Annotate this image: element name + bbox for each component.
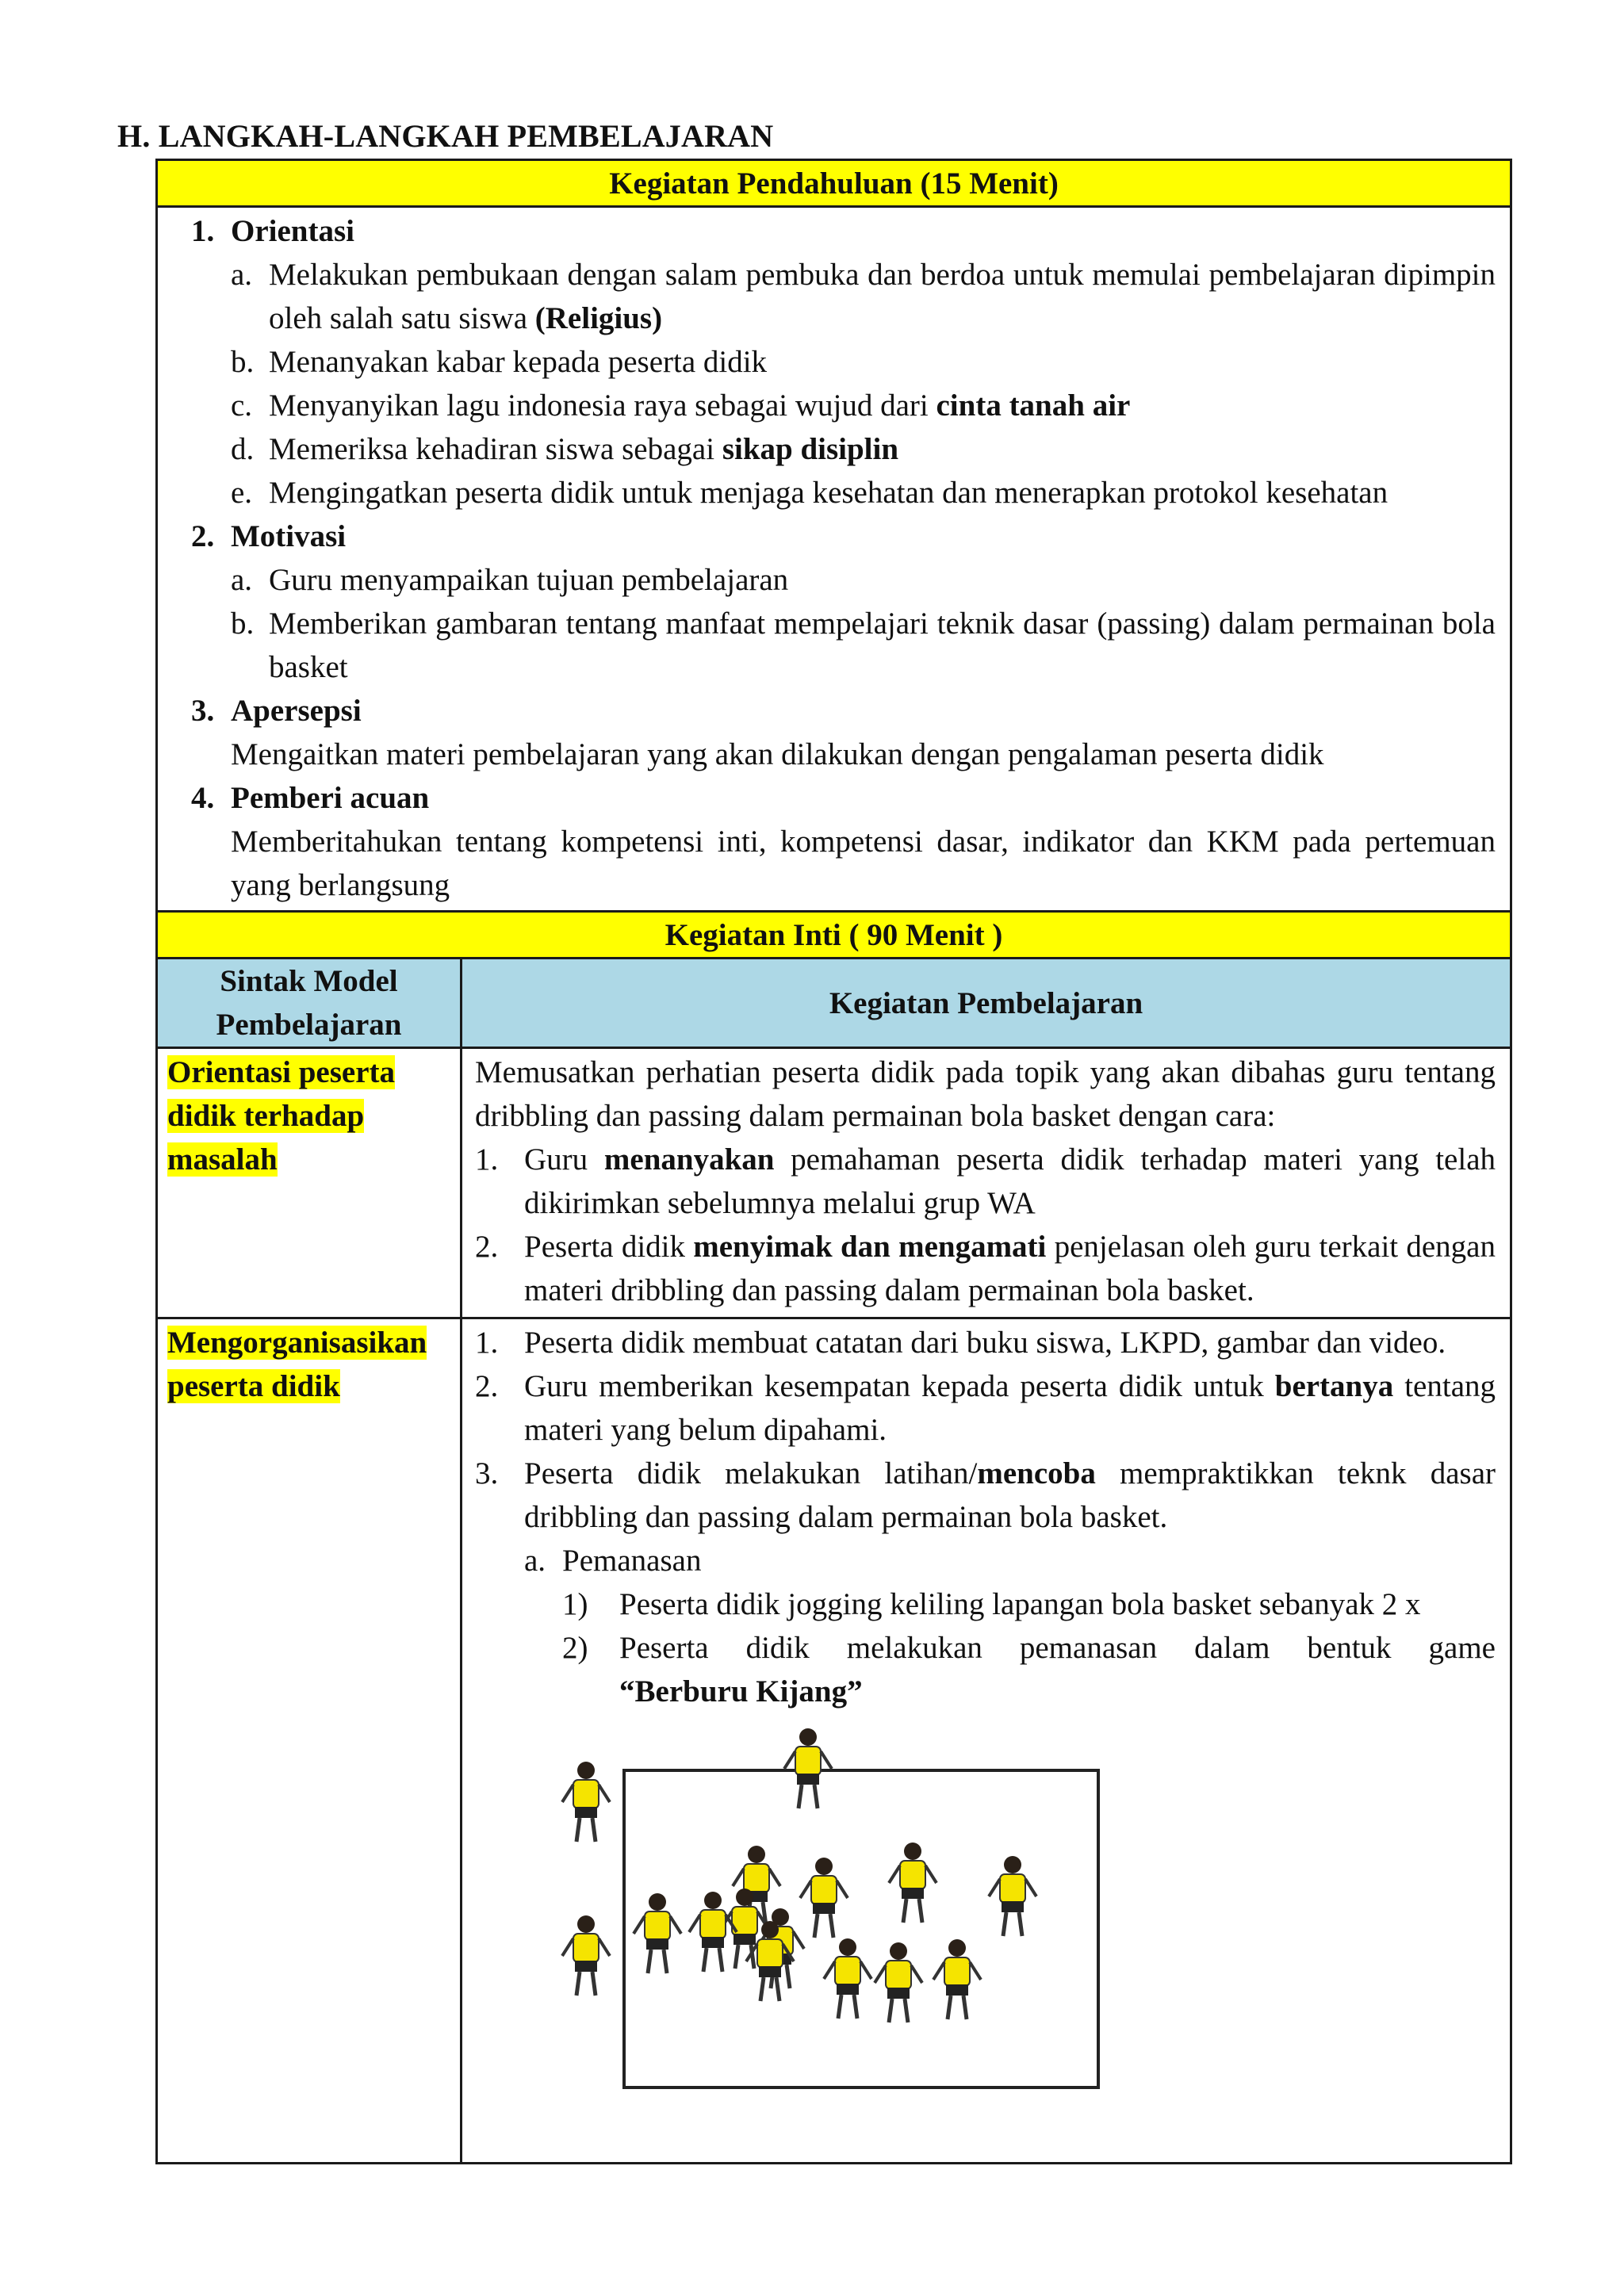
player-figure — [800, 1858, 848, 1938]
list-item: 1. Peserta didik membuat catatan dari buku siswa, LKPD, gambar dan video. — [475, 1326, 1446, 1360]
acuan-heading: 4. Pemberi acuan — [191, 781, 430, 815]
orientasi-heading: 1. Orientasi — [191, 214, 354, 248]
list-item: e. Mengingatkan peserta didik untuk menjaga kesehatan dan menerapkan protokol kesehatan — [231, 476, 1388, 510]
player-figure — [989, 1856, 1036, 1936]
kegiatan-orientasi — [462, 1048, 1511, 1318]
kegiatan-mengorganisasikan — [462, 1318, 1511, 2164]
section-heading: H. LANGKAH-LANGKAH PEMBELAJARAN — [117, 118, 774, 154]
list-item: 2. Peserta didik menyimak dan mengamati penjelasan oleh guru terkait dengan materi dribbling dan passing dalam permainan bola basket. — [475, 1230, 1496, 1307]
player-figure — [562, 1915, 610, 1996]
list-item: a. Guru menyampaikan tujuan pembelajaran — [231, 563, 789, 597]
pendahuluan-title: Kegiatan Pendahuluan (15 Menit) — [609, 166, 1059, 201]
player-figure — [689, 1892, 737, 1972]
kegiatan-column-header: Kegiatan Pembelajaran — [462, 959, 1511, 1048]
pendahuluan-content — [157, 207, 1511, 912]
player-figure — [562, 1762, 610, 1842]
sintak-mengorganisasikan: Mengorganisasikan peserta didik — [157, 1318, 462, 2164]
player-figure — [933, 1939, 981, 2019]
player-figure — [634, 1893, 681, 1973]
list-item: d. Memeriksa kehadiran siswa sebagai sikap disiplin — [231, 432, 899, 466]
game-illustration — [475, 1713, 1506, 2157]
list-item: 3. Peserta didik melakukan latihan/mencoba mempraktikkan teknk dasar dribbling dan passing dalam permainan bola basket. — [475, 1456, 1496, 1534]
list-item: c. Menyanyikan lagu indonesia raya sebagai wujud dari cinta tanah air — [231, 388, 1131, 423]
apersepsi-text: Mengaitkan materi pembelajaran yang akan dilakukan dengan pengalaman peserta didik — [231, 737, 1324, 771]
court-rectangle — [624, 1770, 1098, 2087]
step-item: 2) Peserta didik melakukan pemanasan dalam bentuk game “Berburu Kijang” — [562, 1631, 1496, 1709]
player-figure — [784, 1728, 832, 1808]
inti-header — [157, 912, 1511, 959]
acuan-text: Memberitahukan tentang kompetensi inti, kompetensi dasar, indikator dan KKM pada pertemuan yang berlangsung — [231, 825, 1496, 902]
list-item: 1. Guru menanyakan pemahaman peserta didik terhadap materi yang telah dikirimkan sebelumnya melalui grup WA — [475, 1142, 1496, 1220]
kegiatan-intro: Memusatkan perhatian peserta didik pada topik yang akan dibahas guru tentang dribbling dan passing dalam permainan bola basket dengan cara: — [475, 1055, 1496, 1133]
player-figure — [889, 1843, 936, 1923]
pendahuluan-header — [157, 160, 1511, 207]
motivasi-heading: 2. Motivasi — [191, 519, 347, 553]
sintak-column-header: Sintak Model Pembelajaran — [157, 959, 462, 1048]
list-item: a. Melakukan pembukaan dengan salam pembuka dan berdoa untuk memulai pembelajaran dipimpin oleh salah satu siswa (Religius) — [231, 258, 1496, 335]
sintak-orientasi: Orientasi peserta didik terhadap masalah — [157, 1048, 462, 1318]
list-item: 2. Guru memberikan kesempatan kepada peserta didik untuk bertanya tentang materi yang belum dipahami. — [475, 1369, 1496, 1447]
step-item: 1) Peserta didik jogging keliling lapangan bola basket sebanyak 2 x — [562, 1587, 1421, 1621]
berburu-kijang-illustration — [475, 1713, 1496, 2157]
list-item: b. Memberikan gambaran tentang manfaat mempelajari teknik dasar (passing) dalam permainan bola basket — [231, 607, 1496, 684]
list-item: b. Menanyakan kabar kepada peserta didik — [231, 345, 768, 379]
apersepsi-heading: 3. Apersepsi — [191, 694, 362, 728]
lesson-steps-table — [155, 159, 1512, 2164]
player-figure — [824, 1938, 871, 2019]
player-figure — [875, 1942, 922, 2022]
sub-item-pemanasan: a. Pemanasan — [524, 1544, 702, 1578]
inti-title: Kegiatan Inti ( 90 Menit ) — [665, 917, 1003, 952]
